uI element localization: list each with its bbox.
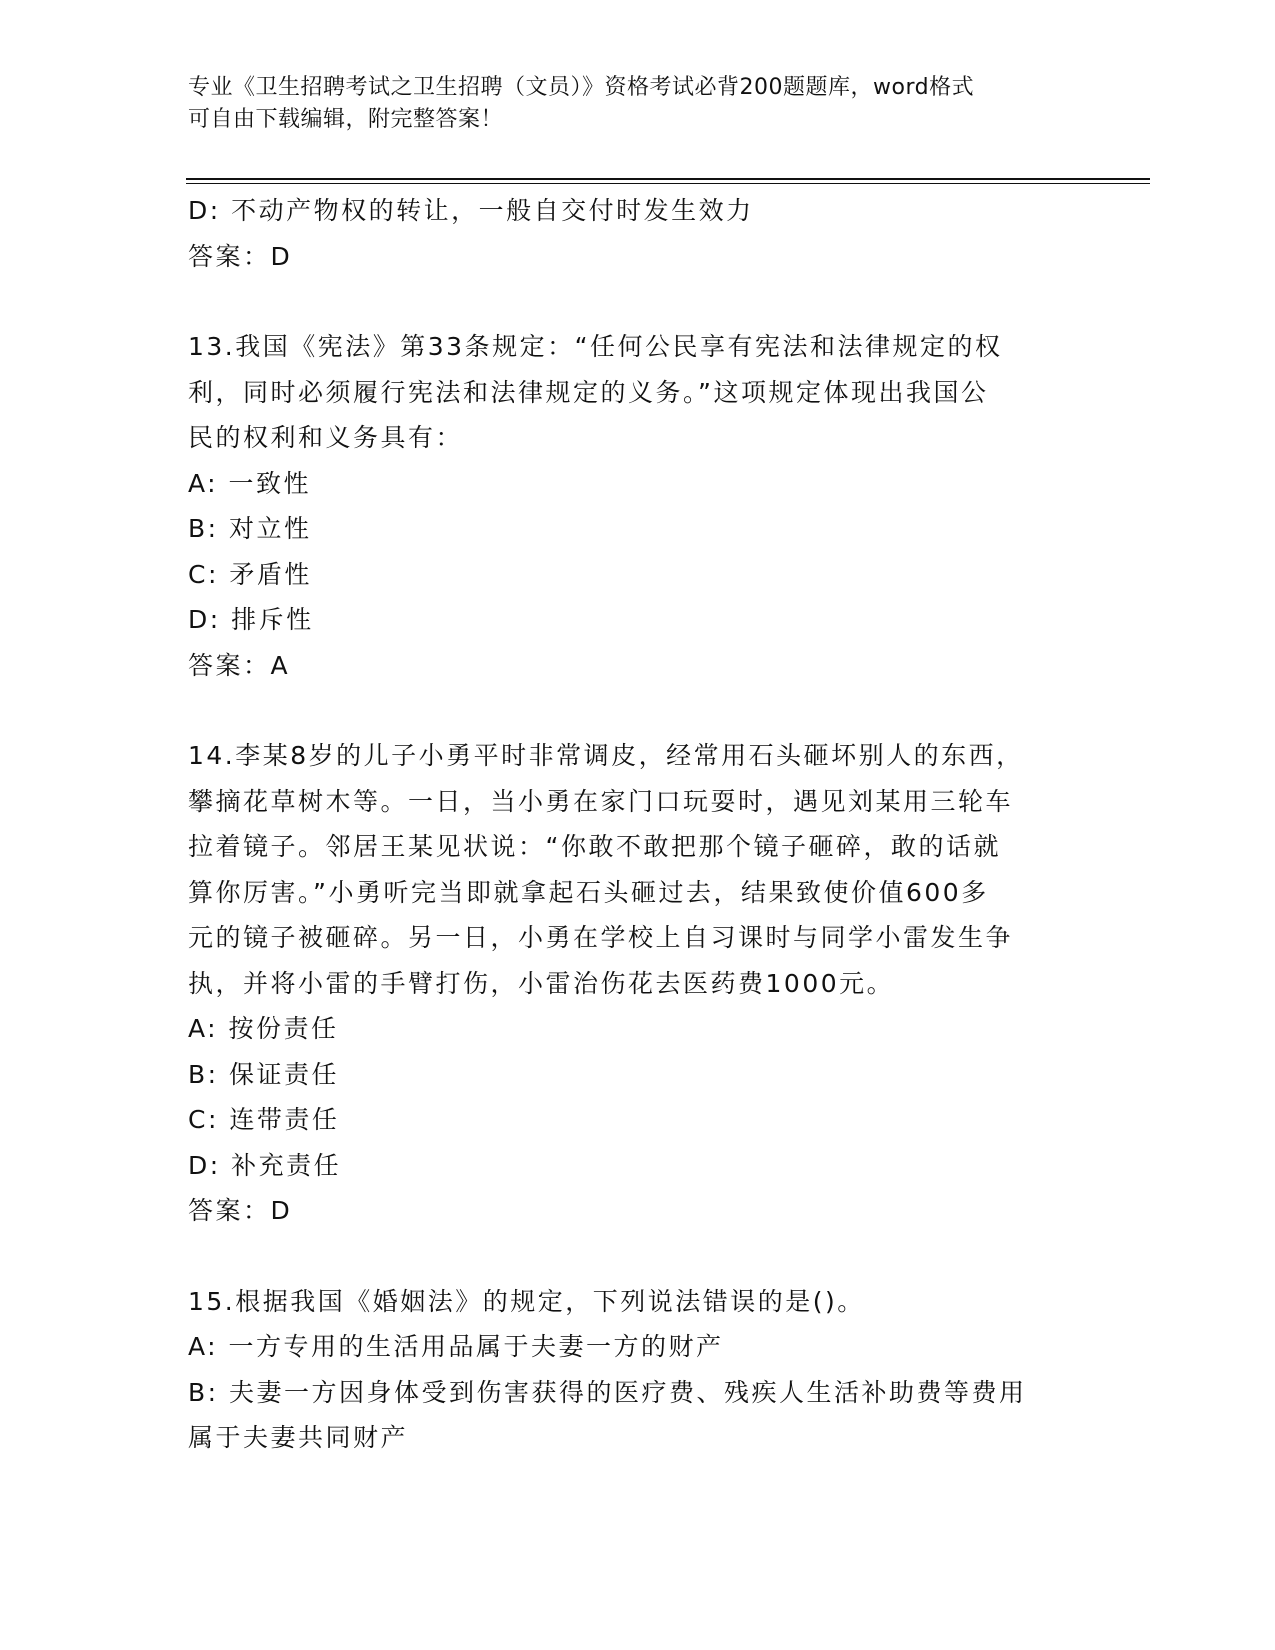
question-14 <box>188 733 1068 1234</box>
question-13-option-c: C: 矛盾性 <box>188 559 312 589</box>
question-13-stem-line-1: 13.我国《宪法》第33条规定：“任何公民享有宪法和法律规定的权 <box>188 332 1003 361</box>
question-14-option-a: A: 按份责任 <box>188 1014 339 1043</box>
spacer <box>188 688 1068 733</box>
question-14-stem-line-6: 执，并将小雷的手臂打伤，小雷治伤花去医药费1000元。 <box>188 968 895 998</box>
carryover-option-d: D: 不动产物权的转让，一般自交付时发生效力 <box>188 196 754 225</box>
question-13-stem-line-3: 民的权利和义务具有： <box>188 423 464 452</box>
question-13-option-b: B: 对立性 <box>188 514 312 543</box>
question-14-stem-line-3: 拉着镜子。邻居王某见状说：“你敢不敢把那个镜子砸碎，敢的话就 <box>188 832 1001 861</box>
spacer <box>188 1234 1068 1279</box>
header-divider-thin <box>186 183 1150 184</box>
question-14-option-b: B: 保证责任 <box>188 1059 340 1089</box>
question-15-option-b: B: 夫妻一方因身体受到伤害获得的医疗费、残疾人生活补助费等费用 <box>188 1377 1027 1407</box>
question-15-option-a: A: 一方专用的生活用品属于夫妻一方的财产 <box>188 1332 724 1361</box>
question-14-stem-line-2: 攀摘花草树木等。一日，当小勇在家门口玩耍时，遇见刘某用三轮车 <box>188 786 1014 816</box>
question-14-option-d: D: 补充责任 <box>188 1150 342 1180</box>
page-header <box>188 72 1068 136</box>
question-13-stem-line-2: 利，同时必须履行宪法和法律规定的义务。”这项规定体现出我国公 <box>188 377 989 407</box>
question-14-stem-line-5: 元的镜子被砸碎。另一日，小勇在学校上自习课时与同学小雷发生争 <box>188 923 1014 952</box>
question-14-option-c: C: 连带责任 <box>188 1105 340 1134</box>
spacer <box>188 279 1068 324</box>
question-13 <box>188 324 1068 688</box>
header-title-line-2: 可自由下载编辑，附完整答案！ <box>188 107 504 132</box>
header-title-line-1: 专业《卫生招聘考试之卫生招聘（文员）》资格考试必背200题题库，word格式 <box>188 75 975 100</box>
question-13-option-a: A: 一致性 <box>188 468 312 498</box>
question-13-answer: 答案：A <box>188 650 291 680</box>
carryover-answer: 答案：D <box>188 241 293 271</box>
header-divider-thick <box>186 178 1150 180</box>
question-14-answer: 答案：D <box>188 1196 293 1225</box>
question-15-option-b-continued: 属于夫妻共同财产 <box>188 1423 409 1452</box>
question-14-stem-line-1: 14.李某8岁的儿子小勇平时非常调皮，经常用石头砸坏别人的东西， <box>188 741 1024 770</box>
question-13-option-d: D: 排斥性 <box>188 605 314 634</box>
question-14-stem-line-4: 算你厉害。”小勇听完当即就拿起石头砸过去，结果致使价值600多 <box>188 877 989 907</box>
question-15 <box>188 1279 1068 1461</box>
question-15-stem-line-1: 15.根据我国《婚姻法》的规定，下列说法错误的是()。 <box>188 1286 865 1316</box>
question-content <box>188 188 1068 1461</box>
